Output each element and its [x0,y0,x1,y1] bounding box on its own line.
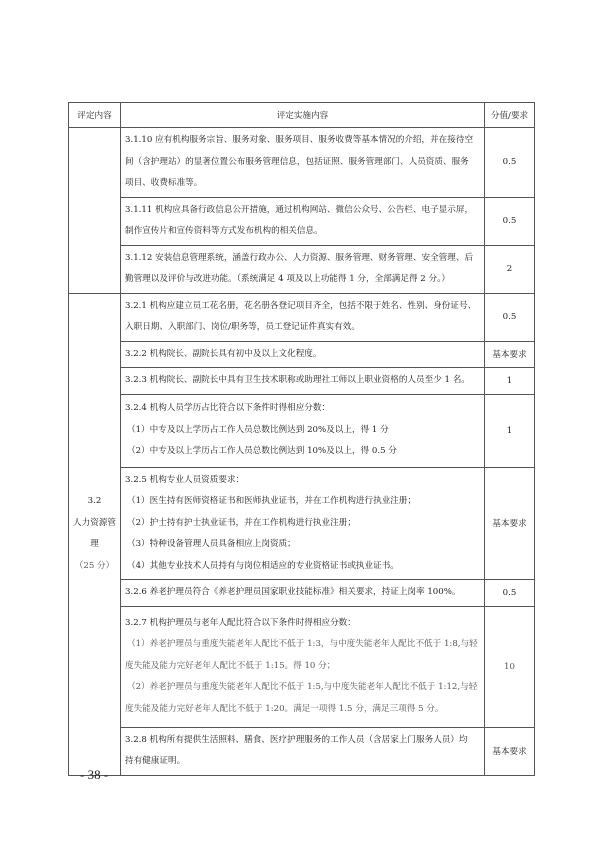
item-3-2-5 [121,467,485,580]
table-row [69,368,535,395]
item-score: 0.5 [485,128,535,198]
header-score-requirement: 分值/要求 [485,103,535,128]
item-line: （1）中专及以上学历占工作人员总数比例达到 20%及以上，得 1 分 [127,424,389,435]
item-line: 3.2.1 机构应建立员工花名册，花名册各登记项目齐全，包括不限于姓名、性别、身份证号、 [125,300,477,311]
item-3-2-2 [121,341,485,368]
table-row [69,245,535,293]
item-line: （4）其他专业技术人员持有与岗位相适应的专业资格证书或执业证书。 [127,560,399,571]
item-line: （2）护士持有护士执业证书，并在工作机构进行执业注册； [127,517,356,528]
item-3-2-6 [121,580,485,607]
item-score: 基本要求 [485,727,535,775]
item-3-1-12 [121,245,485,293]
table-row [69,197,535,245]
section-number: 3.2 [87,496,102,506]
page-number: - 38 - [80,767,109,782]
item-line: 3.1.12 安装信息管理系统，涵盖行政办公、人力资源、服务管理、财务管理、安全管理、后 [125,252,474,263]
item-line: 勤管理以及评价与改进功能。（系统满足 4 项及以上功能得 1 分，全部满足得 2 分。） [125,274,450,284]
header-evaluation-content: 评定内容 [69,103,121,128]
item-line: （1）医生持有医师资格证书和医师执业证书，并在工作机构进行执业注册； [127,496,417,506]
item-3-2-4 [121,394,485,467]
item-3-2-8 [121,727,485,775]
item-line: 3.2.2 机构院长、副院长具有初中及以上文化程度。 [125,348,322,359]
item-line: 3.2.8 机构所有提供生活照料、膳食、医疗护理服务的工作人员（含居家上门服务人员）均 [125,734,468,745]
item-score: 基本要求 [485,467,535,580]
item-3-2-7 [121,606,485,727]
item-line: 3.2.5 机构专业人员资质要求： [125,474,245,485]
item-line: 3.2.6 养老护理员符合《养老护理员国家职业技能标准》相关要求，持证上岗率 100%。 [125,587,461,597]
item-score: 10 [485,606,535,727]
table-row [69,580,535,607]
item-score: 0.5 [485,197,535,245]
table-row [69,606,535,727]
item-line: 3.1.10 应有机构服务宗旨、服务对象、服务项目、服务收费等基本情况的介绍，并在接待空 [125,135,474,145]
item-score: 1 [485,368,535,395]
item-line: 项目、收费标准等。 [125,178,203,188]
header-implementation-content: 评定实施内容 [121,103,485,128]
item-line: 3.2.7 机构护理员与老年人配比符合以下条件时得相应分数： [125,617,356,628]
table-row [69,467,535,580]
section-3-2-label [69,293,121,775]
item-3-2-1 [121,293,485,341]
item-score: 0.5 [485,580,535,607]
section-title: 人力资源管 [73,517,116,528]
item-line: 3.2.4 机构人员学历占比符合以下条件时得相应分数： [125,403,331,414]
section-points: （25 分） [74,560,115,571]
item-score: 1 [485,394,535,467]
item-line: （2）养老护理员与重度失能老年人配比不低于 1:5,与中度失能老年人配比不低于 1:12,与轻 [127,682,478,693]
table-row [69,727,535,775]
evaluation-table-container [68,102,534,776]
section-3-1-label [69,128,121,294]
table-row [69,128,535,198]
section-title: 理 [90,539,99,549]
item-line: 持有健康证明。 [125,756,186,766]
item-score: 0.5 [485,293,535,341]
table-row [69,394,535,467]
item-line: 度失能及能力完好老年人配比不低于 1:20。满足一项得 1.5 分，满足三项得 5 分。 [125,703,444,714]
item-line: 间（含护理站）的显著位置公布服务管理信息，包括证照、服务管理部门、人员资质、服务 [125,156,469,167]
item-line: 3.2.3 机构院长、副院长中具有卫生技术职称或助理社工师以上职业资格的人员至少 1 名。 [125,375,470,385]
evaluation-table [68,102,535,776]
item-score: 基本要求 [485,341,535,368]
item-line: 度失能及能力完好老年人配比不低于 1:15。得 10 分； [125,660,336,671]
item-3-1-10 [121,128,485,198]
item-3-2-3 [121,368,485,395]
table-row [69,293,535,341]
item-score: 2 [485,245,535,293]
item-line: 入职日期、入职部门、岗位/职务等，员工登记证件真实有效。 [125,322,360,332]
table-row [69,341,535,368]
item-3-1-11 [121,197,485,245]
table-header-row [69,103,535,128]
item-line: （1）养老护理员与重度失能老年人配比不低于 1:3，与中度失能老年人配比不低于 1:8,与轻 [127,639,478,650]
item-line: （3）特种设备管理人员具备相应上岗资质； [127,539,296,549]
item-line: 3.1.11 机构应具备行政信息公开措施，通过机构网站、微信公众号、公告栏、电子显示屏， [125,204,474,215]
item-line: 制作宣传片和宣传资料等方式发布机构的相关信息。 [125,226,323,236]
item-line: （2）中专及以上学历占工作人员总数比例达到 10%及以上，得 0.5 分 [127,446,397,457]
